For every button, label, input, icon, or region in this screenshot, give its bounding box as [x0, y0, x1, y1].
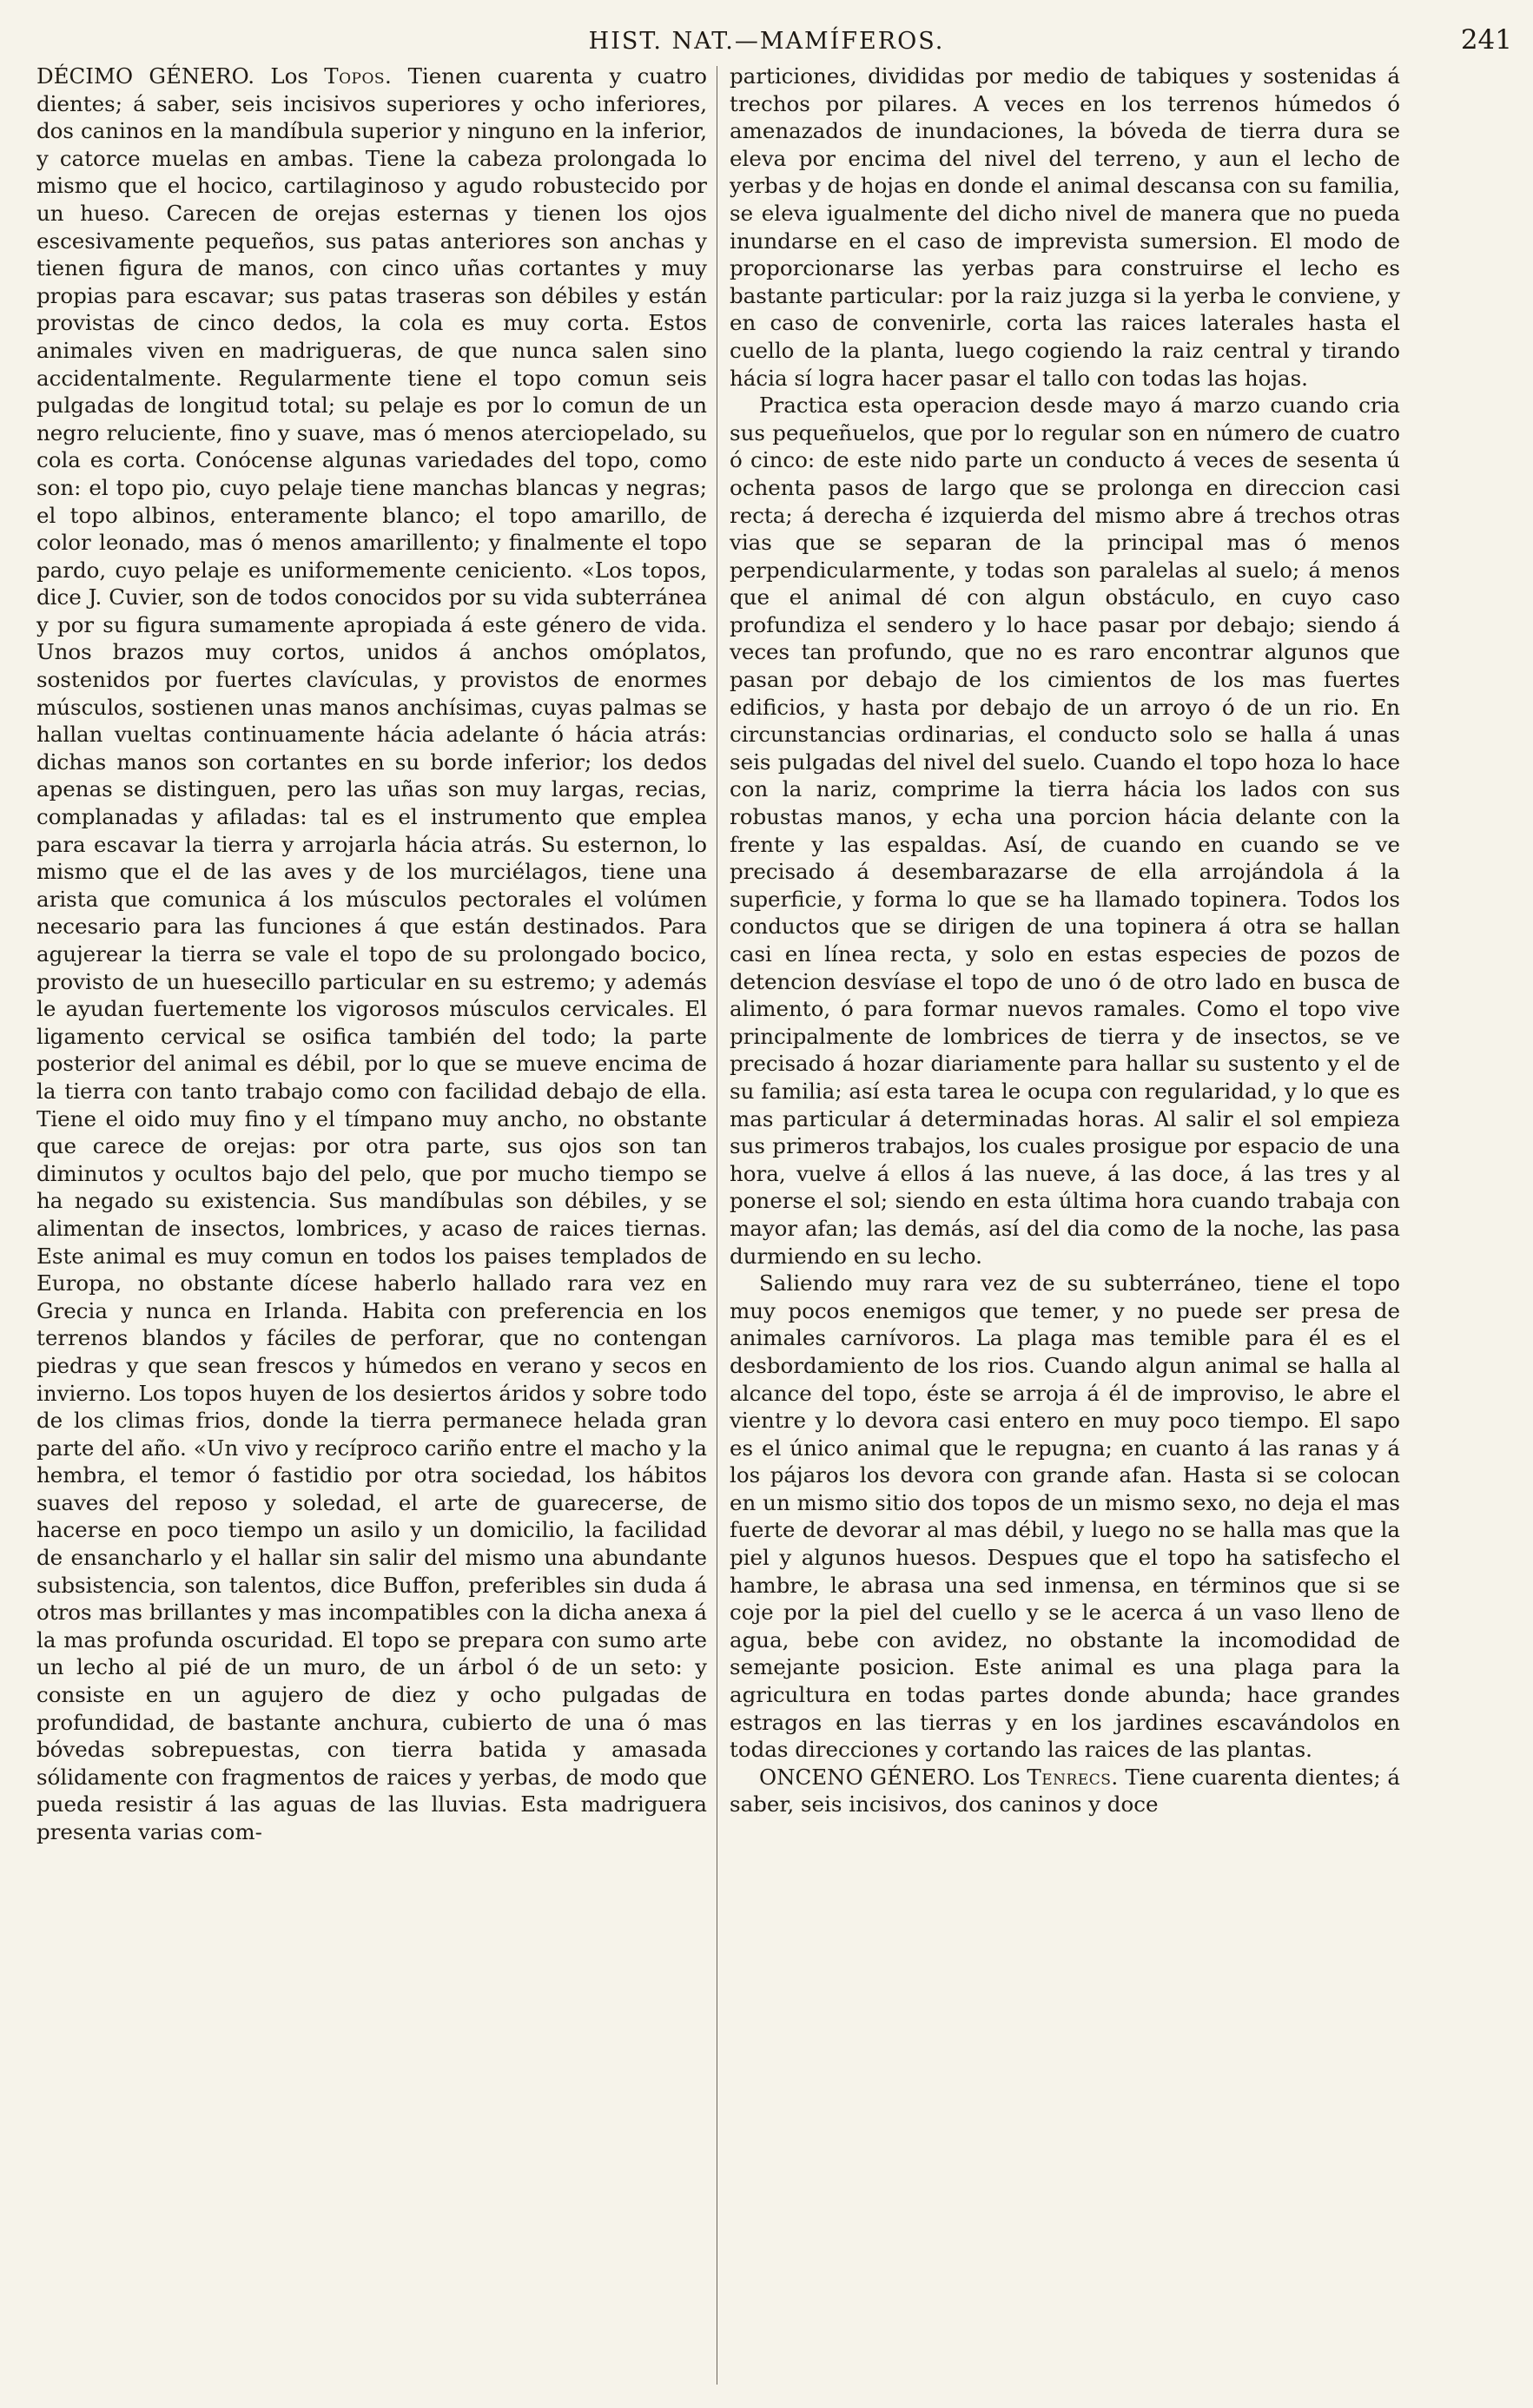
- genus-name: Tenrecs.: [1027, 1764, 1119, 1790]
- section-lead: ONCENO GÉNERO. Los: [759, 1764, 1028, 1790]
- right-column: [730, 63, 1400, 1818]
- genus-name: Topos.: [324, 63, 393, 89]
- paragraph-text: Tienen cuarenta y cuatro dientes; á saber, seis incisivos superiores y ocho inferiores, dos caninos en la mandíbula superior y ninguno en la inferior, y catorce muelas en ambas. Tiene la cabeza prolongada lo mismo que el hocico, cartilaginoso y agudo robustecido por un hueso. Carecen de orejas esternas y tienen los ojos escesivamente pequeños, sus patas anteriores son anchas y tienen figura de manos, con cinco uñas cortantes y muy propias para escavar; sus patas traseras son débiles y están provistas de cinco dedos, la cola es muy corta. Estos animales viven en madrigueras, de que nunca salen sino accidentalmente. Regularmente tiene el topo comun seis pulgadas de longitud total; su pelaje es por lo comun de un negro reluciente, fino y suave, mas ó menos aterciopelado, su cola es corta. Conócense algunas variedades del topo, como son: el topo pio, cuyo pelaje tiene manchas blancas y negras; el topo albinos, enteramente blanco; el topo amarillo, de color leonado, mas ó menos amarillento; y finalmente el topo pardo, cuyo pelaje es uniformemente ceniciento. «Los topos, dice J. Cuvier, son de todos conocidos por su vida subterránea y por su figura sumamente apropiada á este género de vida. Unos brazos muy cortos, unidos á anchos omóplatos, sostenidos por fuertes clavículas, y provistos de enormes músculos, sostienen unas manos anchísimas, cuyas palmas se hallan vueltas continuamente hácia adelante ó hácia atrás: dichas manos son cortantes en su borde inferior; los dedos apenas se distinguen, pero las uñas son muy largas, recias, complanadas y afiladas: tal es el instrumento que emplea para escavar la tierra y arrojarla hácia atrás. Su esternon, lo mismo que el de las aves y de los murciélagos, tiene una arista que comunica á los músculos pectorales el volúmen necesario para las funciones á que están destinados. Para agujerear la tierra se vale el topo de su prolongado bocico, provisto de un huesecillo particular en su estremo; y además le ayudan fuertemente los vigorosos músculos cervicales. El ligamento cervical se osifica también del todo; la parte posterior del animal es débil, por lo que se mueve encima de la tierra con tanto trabajo como con facilidad debajo de ella. Tiene el oido muy fino y el tímpano muy ancho, no obstante que carece de orejas: por otra parte, sus ojos son tan diminutos y ocultos bajo del pelo, que por mucho tiempo se ha negado su existencia. Sus mandíbulas son débiles, y se alimentan de insectos, lombrices, y acaso de raices tiernas. Este animal es muy comun en todos los paises templados de Europa, no obstante dícese haberlo hallado rara vez en Grecia y nunca en Irlanda. Habita con preferencia en los terrenos blandos y fáciles de perforar, que no contengan piedras y que sean frescos y húmedos en verano y secos en invierno. Los topos huyen de los desiertos áridos y sobre todo de los climas frios, donde la tierra permanece helada gran parte del año. «Un vivo y recíproco cariño entre el macho y la hembra, el temor ó fastidio por otra sociedad, los hábitos suaves del reposo y soledad, el arte de guarecerse, de hacerse en poco tiempo un asilo y un domicilio, la facilidad de ensancharlo y el hallar sin salir del mismo una abundante subsistencia, son talentos, dice Buffon, preferibles sin duda á otros mas brillantes y mas incompatibles con la dicha anexa á la mas profunda oscuridad. El topo se prepara con sumo arte un lecho al pié de un muro, de un árbol ó de un seto: y consiste en un agujero de diez y ocho pulgadas de profundidad, de bastante anchura, cubierto de una ó mas bóvedas sobrepuestas, con tierra batida y amasada sólidamente con fragmentos de raices y yerbas, de modo que pueda resistir á las aguas de las lluvias. Esta madriguera presenta varias com-: [36, 63, 707, 1844]
- section-lead: DÉCIMO GÉNERO. Los: [36, 63, 325, 89]
- paragraph-practica: Practica esta operacion desde mayo á marzo cuando cria sus pequeñuelos, que por lo regular son en número de cuatro ó cinco: de este nido parte un conducto á veces de sesenta ú ochenta pasos de largo que se prolonga en direccion casi recta; á derecha é izquierda del mismo abre á trechos otras vias que se separan de la principal mas ó menos perpendicularmente, y todas son paralelas al suelo; á menos que el animal dé con algun obstáculo, en cuyo caso profundiza el sendero y lo hace pasar por debajo; siendo á veces tan profundo, que no es raro encontrar algunos que pasan por debajo de los cimientos de los mas fuertes edificios, y hasta por debajo de un arroyo ó de un rio. En circunstancias ordinarias, el conducto solo se halla á unas seis pulgadas del nivel del suelo. Cuando el topo hoza lo hace con la nariz, comprime la tierra hácia los lados con sus robustas manos, y echa una porcion hácia delante con la frente y las espaldas. Así, de cuando en cuando se ve precisado á desembarazarse de ella arrojándola á la superficie, y forma lo que se ha llamado topinera. Todos los conductos que se dirigen de una topinera á otra se hallan casi en línea recta, y solo en estas especies de pozos de detencion desvíase el topo de uno ó de otro lado en busca de alimento, ó para formar nuevos ramales. Como el topo vive principalmente de lombrices de tierra y de insectos, se ve precisado á hozar diariamente para hallar su sustento y el de su familia; así esta tarea le ocupa con regularidad, y lo que es mas particular á determinadas horas. Al salir el sol empieza sus primeros trabajos, los cuales prosigue por espacio de una hora, vuelve á ellos á las nueve, á las doce, á las tres y al ponerse el sol; siendo en esta última hora cuando trabaja con mayor afan; las demás, así del dia como de la noche, las pasa durmiendo en su lecho.: [730, 393, 1400, 1269]
- running-header: [0, 24, 1533, 59]
- page-number: 241: [1460, 24, 1512, 56]
- paragraph-saliendo: Saliendo muy rara vez de su subterráneo, tiene el topo muy pocos enemigos que temer, y no puede ser presa de animales carnívoros. La plaga mas temible para él es el desbordamiento de los rios. Cuando algun animal se halla al alcance del topo, éste se arroja á él de improviso, le abre el vientre y lo devora casi entero en muy poco tiempo. El sapo es el único animal que le repugna; en cuanto á las ranas y á los pájaros los devora con grande afan. Hasta si se colocan en un mismo sitio dos topos de un mismo sexo, no deja el mas fuerte de devorar al mas débil, y luego no se halla mas que la piel y algunos huesos. Despues que el topo ha satisfecho el hambre, le abrasa una sed inmensa, en términos que si se coje por la piel del cuello y se le acerca á un vaso lleno de agua, bebe con avidez, no obstante la incomodidad de semejante posicion. Este animal es una plaga para la agricultura en todas partes donde abunda; hace grandes estragos en las tierras y en los jardines escavándolos en todas direcciones y cortando las raices de las plantas.: [730, 1270, 1400, 1763]
- running-title: HIST. NAT.—MAMÍFEROS.: [588, 28, 945, 55]
- paragraph-onceno-genero: [730, 1764, 1400, 1818]
- left-column: [36, 63, 707, 1846]
- paragraph-text: Tiene cuarenta dientes; á saber, seis incisivos, dos caninos y doce: [730, 1764, 1401, 1818]
- paragraph-decimo-genero: [36, 63, 707, 1846]
- paragraph-continuation: particiones, divididas por medio de tabiques y sostenidas á trechos por pilares. A veces en los terrenos húmedos ó amenazados de inundaciones, la bóveda de tierra dura se eleva por encima del nivel del terreno, y aun el lecho de yerbas y de hojas en donde el animal descansa con su familia, se eleva igualmente del dicho nivel de manera que no pueda inundarse en el caso de imprevista sumersion. El modo de proporcionarse las yerbas para construirse el lecho es bastante particular: por la raiz juzga si la yerba le conviene, y en caso de convenirle, corta las raices laterales hasta el cuello de la planta, luego cogiendo la raiz central y tirando hácia sí logra hacer pasar el tallo con todas las hojas.: [730, 63, 1400, 391]
